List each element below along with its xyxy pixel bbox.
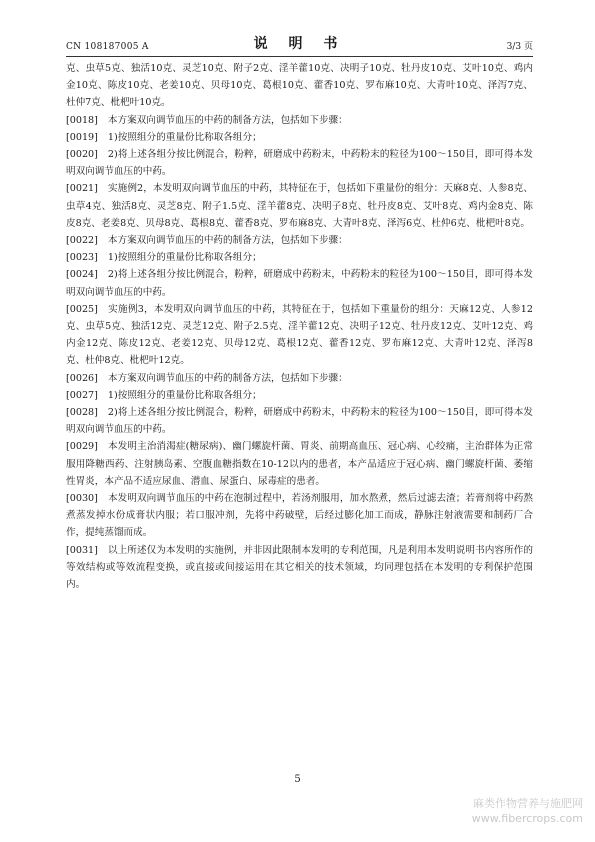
paragraph-text: 以上所述仅为本发明的实施例，并非因此限制本发明的专利范围，凡是利用本发明说明书内容所作的等效结构或等效流程变换，或直接或间接运用在其它相关的技术领域，均同理包括在本发明的专利保护范围内。 (66, 544, 533, 591)
document-body (66, 60, 533, 593)
page-indicator: 3/3 页 (506, 42, 533, 52)
paragraph-0029 (66, 438, 533, 490)
paragraph-text: 1)按照组分的重量份比称取各组分； (107, 389, 262, 401)
paragraph-text: 2)将上述各组分按比例混合，粉粹，研磨成中药粉末，中药粉末的粒径为100～150目，即可得本发明双向调节血压的中药。 (66, 407, 533, 436)
paragraph-number: [0025] (66, 303, 98, 315)
paragraph-text: 1)按照组分的重量份比称取各组分； (107, 131, 262, 143)
paragraph-number: [0028] (66, 407, 98, 419)
paragraph-0030 (66, 490, 533, 542)
paragraph-continuation (66, 60, 533, 112)
document-header (66, 34, 533, 57)
paragraph-text: 本发明主治消渴症(糖尿病)、幽门螺旋杆菌、胃炎、前期高血压、冠心病、心绞痛，主治群体为正常服用降糖西药、注射胰岛素、空腹血糖指数在10-12以内的患者，本产品适应于冠心病、幽门螺旋杆菌、萎缩性胃炎，本产品不适应尿血、潜血、尿蛋白、尿毒症的患者。 (66, 441, 533, 487)
paragraph-0019 (66, 129, 533, 146)
paragraph-number: [0020] (66, 149, 98, 161)
paragraph-0021 (66, 180, 533, 232)
paragraph-number: [0026] (66, 372, 98, 384)
page-number: 5 (294, 774, 301, 785)
publication-number: CN 108187005 A (66, 42, 149, 52)
paragraph-number: [0030] (66, 493, 98, 505)
paragraph-0031 (66, 542, 533, 594)
paragraph-text: 2)将上述各组分按比例混合，粉粹，研磨成中药粉末，中药粉末的粒径为100～150目，即可得本发明双向调节血压的中药。 (66, 269, 533, 298)
paragraph-text: 实施例3，本发明双向调节血压的中药，其特征在于，包括如下重量份的组分：天麻12克、人参12克、虫草5克、独活12克、灵芝12克、附子2.5克、淫羊藿12克、决明子12克、牡丹皮12克、艾叶12克、鸡内金12克、陈皮12克、老姜12克、贝母12克、葛根12克、藿香12克、罗布麻12克、大青叶12克、泽泻8克、杜仲8克、枇杷叶12克。 (66, 303, 533, 367)
paragraph-0025 (66, 301, 533, 370)
site-watermark (472, 796, 583, 826)
paragraph-0023 (66, 249, 533, 266)
watermark-url: www.fibercrops.com (471, 812, 583, 825)
paragraph-number: [0018] (66, 114, 98, 126)
paragraph-text: 2)将上述各组分按比例混合，粉粹，研磨成中药粉末，中药粉末的粒径为100～150目，即可得本发明双向调节血压的中药。 (66, 149, 533, 178)
paragraph-text: 本方案双向调节血压的中药的制备方法，包括如下步骤： (107, 372, 348, 384)
paragraph-number: [0019] (66, 131, 98, 143)
paragraph-number: [0024] (66, 269, 98, 281)
paragraph-text: 克、虫草5克、独活10克、灵芝10克、附子2克、淫羊藿10克、决明子10克、牡丹皮10克、艾叶10克、鸡内金10克、陈皮10克、老姜10克、贝母10克、葛根10克、藿香10克、罗布麻10克、大青叶10克、泽泻7克、杜仲7克、枇杷叶10克。 (66, 63, 533, 109)
paragraph-number: [0027] (66, 389, 98, 401)
paragraph-text: 本方案双向调节血压的中药的制备方法，包括如下步骤： (107, 235, 348, 247)
paragraph-0024 (66, 266, 533, 300)
paragraph-number: [0031] (66, 544, 98, 556)
document-title: 说 明 书 (253, 36, 346, 52)
paragraph-number: [0023] (66, 252, 98, 264)
paragraph-text: 本方案双向调节血压的中药的制备方法，包括如下步骤： (107, 114, 348, 126)
paragraph-0018 (66, 112, 533, 129)
paragraph-0028 (66, 404, 533, 438)
paragraph-0027 (66, 387, 533, 404)
paragraph-number: [0029] (66, 441, 98, 453)
watermark-title: 麻类作物营养与施肥网 (473, 797, 583, 810)
paragraph-number: [0021] (66, 183, 98, 195)
paragraph-text: 1)按照组分的重量份比称取各组分； (107, 252, 262, 264)
paragraph-text: 实施例2，本发明双向调节血压的中药，其特征在于，包括如下重量份的组分：天麻8克、人参8克、虫草4克、独活8克、灵芝8克、附子1.5克、淫羊藿8克、决明子8克、牡丹皮8克、艾叶8克、鸡内金8克、陈皮8克、老姜8克、贝母8克、葛根8克、藿香8克、罗布麻8克、大青叶8克、泽泻6克、杜仲6克、枇杷叶8克。 (66, 183, 533, 229)
paragraph-0022 (66, 232, 533, 249)
paragraph-text: 本发明双向调节血压的中药在泡制过程中，若汤剂服用，加水熬煮，然后过滤去渣；若膏剂将中药熬煮蒸发掉水份成膏状内服；若口服冲剂，先将中药破壁，后经过膨化加工而成，静脉注射液需要和制药厂合作，提纯蒸馏而成。 (66, 493, 533, 539)
paragraph-0026 (66, 370, 533, 387)
paragraph-0020 (66, 146, 533, 180)
paragraph-number: [0022] (66, 235, 98, 247)
